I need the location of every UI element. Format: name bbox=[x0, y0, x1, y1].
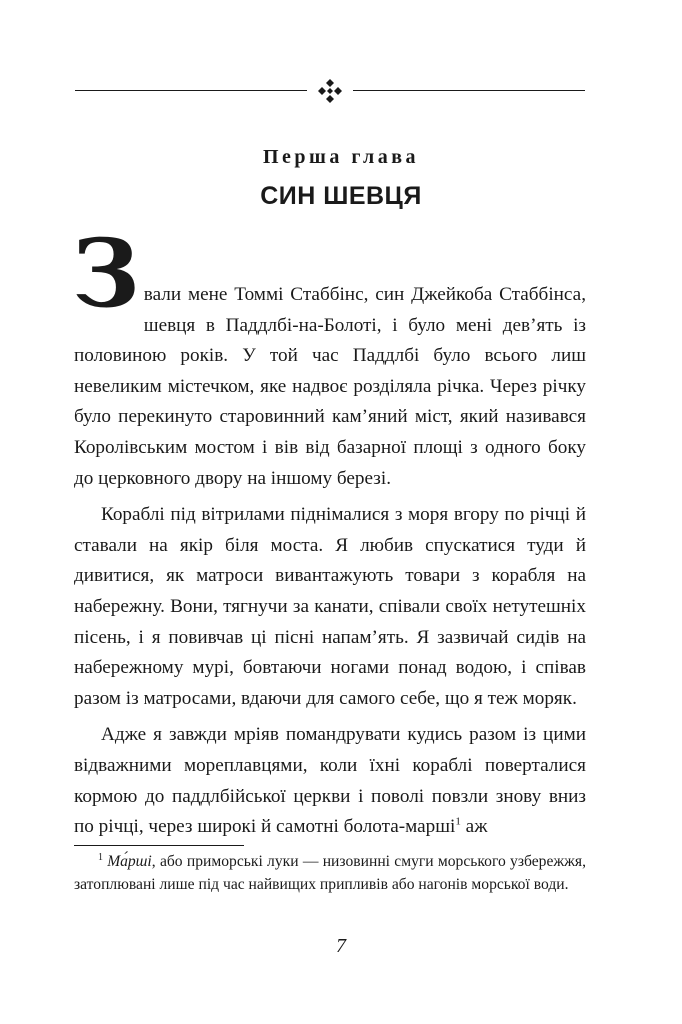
footnote-marker: 1 bbox=[98, 851, 103, 863]
drop-cap: З bbox=[72, 219, 140, 329]
ornament-rule-left bbox=[75, 90, 307, 91]
chapter-label: Перша глава bbox=[262, 146, 420, 168]
paragraph-3-tail: аж bbox=[460, 816, 488, 838]
footnote-term: Ма́рші bbox=[107, 853, 152, 870]
footnote bbox=[74, 850, 586, 896]
paragraph-3-text: Адже я завжди мріяв помандрувати кудись разом із цими відважними мореплавцями, коли їхні кораблі поверталися кормою до паддлбійської церкви і поволі повзли знову вниз по річці, через широкі й самотні болота-марші bbox=[74, 724, 586, 838]
chapter-ornament bbox=[75, 78, 585, 104]
footnote-text: , або приморські луки — низовинні смуги морського узбережжя, затоплювані лише під час найвищих припливів або нагонів морської води. bbox=[74, 853, 586, 893]
paragraph-3 bbox=[74, 720, 586, 842]
diamond-cluster-icon bbox=[316, 78, 344, 104]
footnote-separator bbox=[74, 845, 244, 846]
chapter-title: СИН ШЕВЦЯ bbox=[260, 182, 422, 210]
paragraph-2: Кораблі під вітрилами піднімалися з моря вгору по річці й ставали на якір біля моста. Я любив спускатися туди й дивитися, як матроси вивантажують товари з корабля на набережну. Вони, тягнучи за канати, співали своїх нетутешніх пісень, і я повивчав ці пісні напам’ять. Я зазвичай сидів на набережному мурі, бовтаючи ногами понад водою, і співав разом із матросами, вдаючи для самого себе, що я теж моряк. bbox=[74, 504, 586, 709]
footnote-reference[interactable]: 1 bbox=[455, 815, 461, 828]
paragraph-1-text: вали мене Томмі Стаббінс, син Джейкоба Стаббінса, шевця в Паддлбі-на-Болоті, і було мені дев’ять із половиною років. У той час Паддлбі було всього лиш невеликим містечком, яке надвоє розділяла річка. Через річку було перекинуто старовинний кам’яний міст, який називався Королівським мостом і вів від базарної площі з одного боку до церковного двору на іншому березі. bbox=[74, 284, 586, 489]
page-number: 7 bbox=[336, 935, 346, 957]
chapter-body bbox=[72, 219, 586, 843]
paragraph-1 bbox=[72, 219, 586, 494]
ornament-rule-right bbox=[353, 90, 585, 91]
